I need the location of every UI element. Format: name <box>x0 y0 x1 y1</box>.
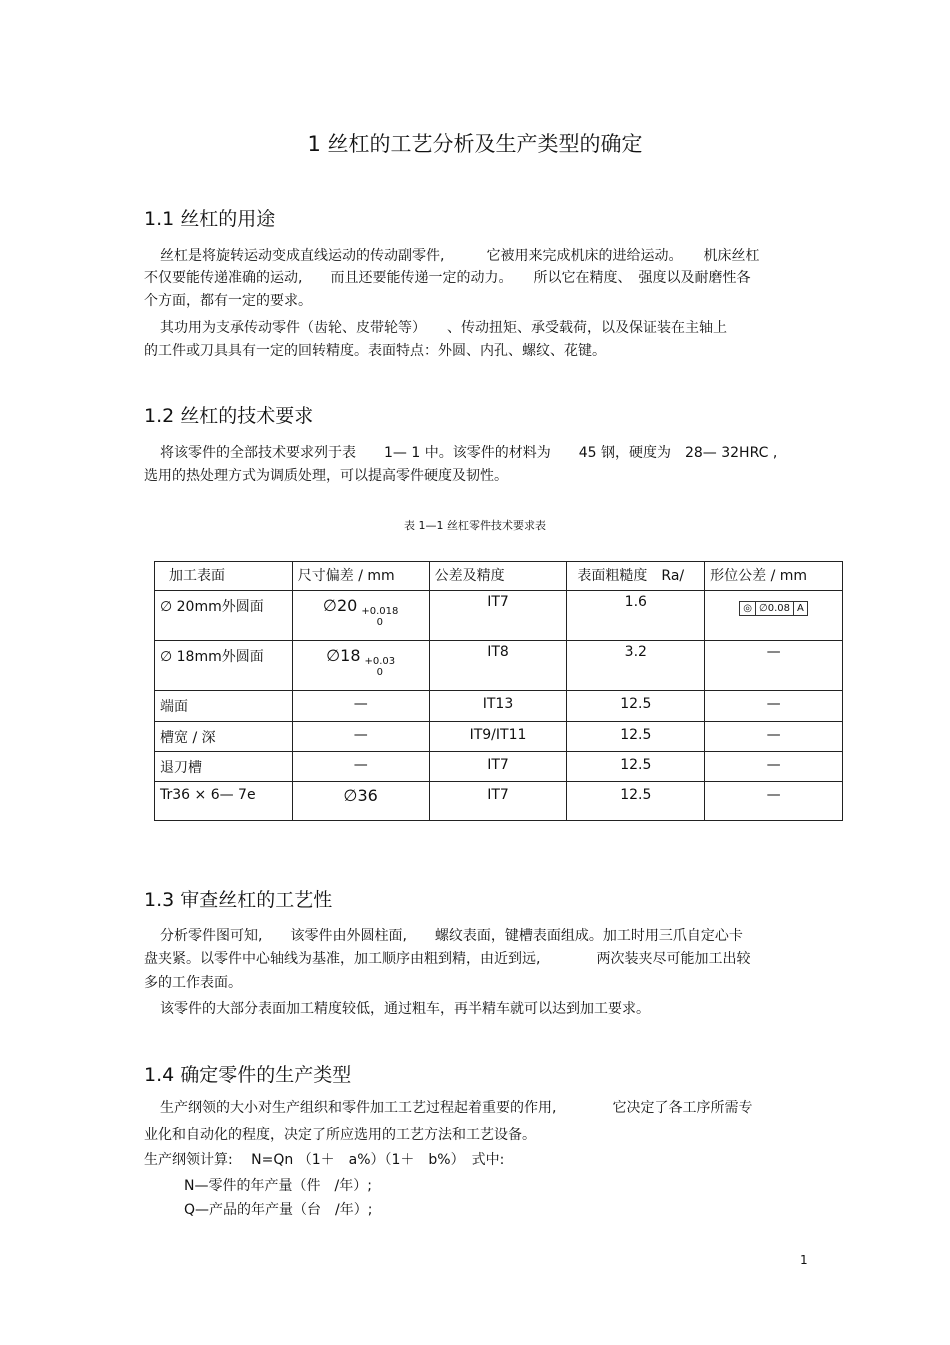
definition-line: Q—产品的年产量（台 /年）; <box>184 1202 373 1218</box>
page-number: 1 <box>800 1253 808 1267</box>
grade-cell: IT7 <box>429 782 567 821</box>
dimension-cell: — <box>292 722 429 752</box>
section-1-2-heading: 1.2 丝杠的技术要求 <box>144 405 314 427</box>
section-1-3-heading: 1.3 审查丝杠的工艺性 <box>144 889 333 911</box>
grade-cell: IT9/IT11 <box>429 722 567 752</box>
dimension-value: ∅18 <box>326 646 361 665</box>
table-row <box>155 691 843 722</box>
dimension-cell <box>292 591 429 641</box>
surface-cell: ∅ 18mm外圆面 <box>155 641 293 691</box>
deviation <box>361 606 398 628</box>
header-cell: 尺寸偏差 / mm <box>292 562 429 591</box>
paragraph-line: 丝杠是将旋转运动变成直线运动的传动副零件, 它被用来完成机床的进给运动。 机床丝杠 <box>160 248 760 264</box>
table-row <box>155 641 843 691</box>
surface-cell: 退刀槽 <box>155 752 293 782</box>
deviation-upper: +0.03 <box>364 656 396 667</box>
ra-cell: 1.6 <box>567 591 705 641</box>
paragraph-line: 盘夹紧。以零件中心轴线为基准，加工顺序由粗到精，由近到远, 两次装夹尽可能加工出较 <box>144 951 751 967</box>
header-cell: 加工表面 <box>155 562 293 591</box>
geo-cell: — <box>705 641 843 691</box>
surface-cell: Tr36 × 6— 7e <box>155 782 293 821</box>
ra-cell: 12.5 <box>567 722 705 752</box>
geo-cell: — <box>705 722 843 752</box>
definition-line: N—零件的年产量（件 /年）; <box>184 1178 372 1194</box>
dimension-value: ∅20 <box>323 596 358 615</box>
tech-requirements-table <box>154 561 843 821</box>
grade-cell: IT7 <box>429 752 567 782</box>
ra-cell: 3.2 <box>567 641 705 691</box>
paragraph-line: 其功用为支承传动零件（齿轮、皮带轮等） 、传动扭矩、承受载荷，以及保证装在主轴上 <box>160 320 727 336</box>
dimension-cell: — <box>292 691 429 722</box>
geo-cell: — <box>705 782 843 821</box>
formula-line: 生产纲领计算: N=Qn （1＋ a%）（1＋ b%） 式中: <box>144 1152 505 1168</box>
deviation-lower: 0 <box>376 617 384 628</box>
ra-cell: 12.5 <box>567 752 705 782</box>
tolerance-frame <box>739 601 808 616</box>
table-row <box>155 752 843 782</box>
concentricity-icon: ◎ <box>740 602 756 615</box>
grade-cell: IT8 <box>429 641 567 691</box>
table-header-row <box>155 562 843 591</box>
table-caption: 表 1—1 丝杠零件技术要求表 <box>404 519 546 532</box>
paragraph-line: 多的工作表面。 <box>144 975 242 991</box>
grade-cell: IT7 <box>429 591 567 641</box>
grade-cell: IT13 <box>429 691 567 722</box>
dimension-cell <box>292 782 429 821</box>
geo-cell: — <box>705 691 843 722</box>
section-1-4-heading: 1.4 确定零件的生产类型 <box>144 1064 352 1086</box>
paragraph-line: 个方面，都有一定的要求。 <box>144 293 312 309</box>
tolerance-value: ∅0.08 <box>756 602 794 615</box>
geo-cell: — <box>705 752 843 782</box>
dimension-cell: — <box>292 752 429 782</box>
paragraph-line: 该零件的大部分表面加工精度较低，通过粗车，再半精车就可以达到加工要求。 <box>160 1001 650 1017</box>
paragraph-line: 不仅要能传递准确的运动, 而且还要能传递一定的动力。 所以它在精度、 强度以及耐磨性各 <box>144 270 751 286</box>
deviation-lower: 0 <box>376 667 384 678</box>
page-title: 1 丝杠的工艺分析及生产类型的确定 <box>307 132 643 156</box>
paragraph-line: 生产纲领的大小对生产组织和零件加工工艺过程起着重要的作用, 它决定了各工序所需专 <box>160 1100 753 1116</box>
table-row <box>155 722 843 752</box>
paragraph-line: 分析零件图可知, 该零件由外圆柱面, 螺纹表面，键槽表面组成。加工时用三爪自定心卡 <box>160 928 743 944</box>
paragraph-line: 业化和自动化的程度，决定了所应选用的工艺方法和工艺设备。 <box>144 1127 536 1143</box>
ra-cell: 12.5 <box>567 691 705 722</box>
paragraph-line: 将该零件的全部技术要求列于表 1— 1 中。该零件的材料为 45 钢，硬度为 28— 32HRC , <box>160 445 778 461</box>
paragraph-line: 的工件或刀具具有一定的回转精度。表面特点：外圆、内孔、螺纹、花键。 <box>144 343 606 359</box>
dimension-value: ∅36 <box>343 786 378 805</box>
deviation <box>365 656 396 678</box>
datum-label: A <box>797 603 804 614</box>
surface-cell: 槽宽 / 深 <box>155 722 293 752</box>
geometric-tolerance-cell <box>705 591 843 641</box>
header-cell: 形位公差 / mm <box>705 562 843 591</box>
header-cell: 公差及精度 <box>429 562 567 591</box>
surface-cell: 端面 <box>155 691 293 722</box>
section-1-1-heading: 1.1 丝杠的用途 <box>144 208 276 230</box>
ra-cell: 12.5 <box>567 782 705 821</box>
header-cell: 表面粗糙度 Ra/ <box>567 562 705 591</box>
dimension-cell <box>292 641 429 691</box>
table-row <box>155 782 843 821</box>
paragraph-line: 选用的热处理方式为调质处理，可以提高零件硬度及韧性。 <box>144 468 508 484</box>
table-row <box>155 591 843 641</box>
deviation-upper: +0.018 <box>361 606 399 617</box>
surface-cell: ∅ 20mm外圆面 <box>155 591 293 641</box>
